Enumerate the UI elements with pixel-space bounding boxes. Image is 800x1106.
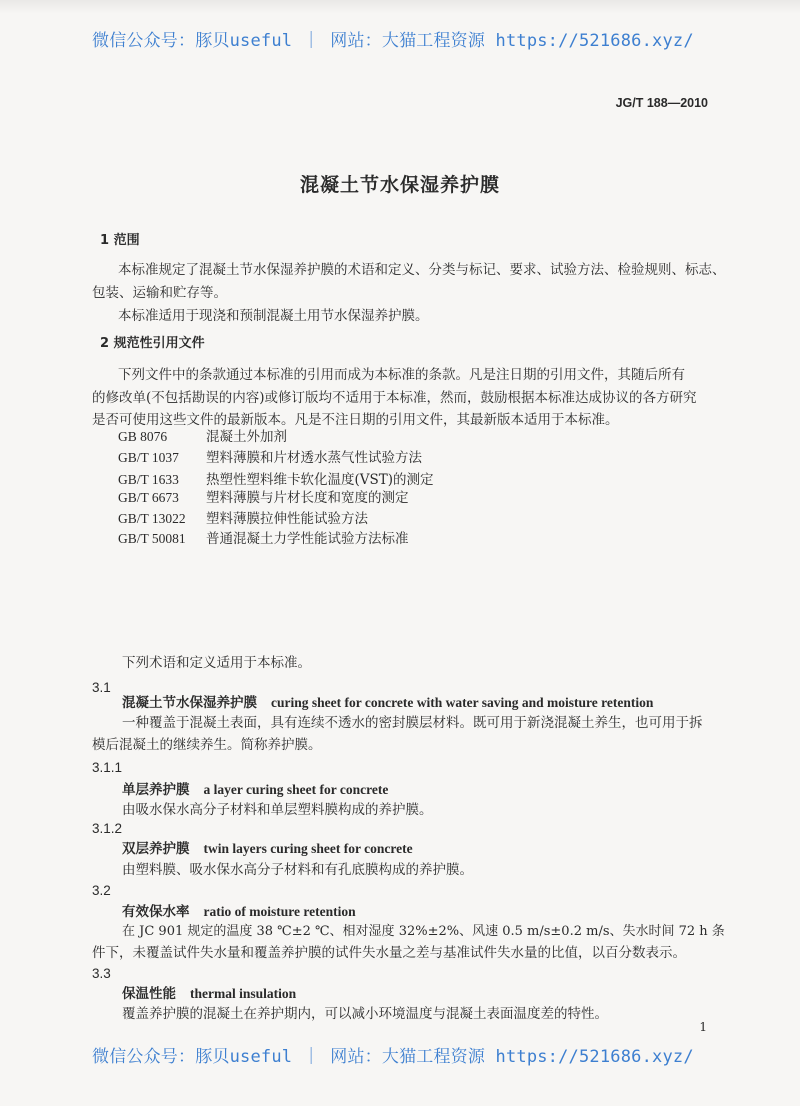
section-1-heading: 1 范围 (100, 233, 140, 248)
term-number: 3.1 (92, 680, 111, 695)
term-en: twin layers curing sheet for concrete (203, 841, 413, 856)
reference-code: GB/T 50081 (118, 531, 186, 546)
term-zh: 单层养护膜 (122, 782, 190, 798)
term-heading (122, 694, 653, 712)
term-en: thermal insulation (190, 986, 297, 1001)
paragraph-line: 本标准规定了混凝土节水保湿养护膜的术语和定义、分类与标记、要求、试验方法、检验规则、标志、 (118, 262, 726, 278)
reference-item (118, 530, 409, 548)
document-title: 混凝土节水保湿养护膜 (299, 174, 500, 196)
paragraph-line: 包装、运输和贮存等。 (92, 285, 227, 301)
reference-item (118, 489, 409, 507)
term-zh: 有效保水率 (122, 904, 190, 920)
paragraph-line: 是否可使用这些文件的最新版本。凡是不注日期的引用文件，其最新版本适用于本标准。 (92, 412, 619, 428)
term-zh: 保温性能 (122, 986, 176, 1002)
term-en: ratio of moisture retention (203, 904, 356, 919)
reference-code: GB/T 1037 (118, 450, 179, 465)
paragraph-line: 的修改单(不包括勘误的内容)或修订版均不适用于本标准，然而，鼓励根据本标准达成协议的各方研究 (92, 390, 697, 406)
reference-name: 塑料薄膜拉伸性能试验方法 (206, 511, 368, 527)
term-definition: 模后混凝土的继续养生。简称养护膜。 (92, 737, 322, 753)
reference-name: 塑料薄膜和片材透水蒸气性试验方法 (206, 450, 422, 466)
paragraph-line: 下列文件中的条款通过本标准的引用而成为本标准的条款。凡是注日期的引用文件，其随后所有 (118, 367, 685, 383)
term-number: 3.3 (92, 966, 111, 981)
term-definition: 由塑料膜、吸水保水高分子材料和有孔底膜构成的养护膜。 (122, 862, 473, 878)
reference-name: 塑料薄膜与片材长度和宽度的测定 (206, 490, 409, 506)
reference-code: GB 8076 (118, 429, 168, 444)
term-number: 3.1.1 (92, 760, 123, 775)
scan-edge (0, 0, 800, 14)
term-definition: 在 JC 901 规定的温度 38 ℃±2 ℃、相对湿度 32%±2%、风速 0.5 m/s±0.2 m/s、失水时间 72 h 条 (122, 924, 725, 939)
term-definition: 覆盖养护膜的混凝土在养护期内，可以减小环境温度与混凝土表面温度差的特性。 (122, 1006, 608, 1022)
reference-code: GB/T 1633 (118, 472, 179, 487)
page-number: 1 (699, 1020, 707, 1034)
term-en: a layer curing sheet for concrete (203, 782, 389, 797)
reference-name: 普通混凝土力学性能试验方法标准 (206, 531, 409, 547)
reference-item (118, 510, 368, 528)
term-heading (122, 781, 388, 799)
paragraph-line: 本标准适用于现浇和预制混凝土用节水保湿养护膜。 (118, 308, 429, 324)
reference-item (118, 471, 434, 489)
watermark-bottom: 微信公众号：豚贝useful ｜ 网站：大猫工程资源 https://521686.xyz/ (92, 1047, 694, 1067)
watermark-top: 微信公众号：豚贝useful ｜ 网站：大猫工程资源 https://521686.xyz/ (92, 31, 694, 51)
reference-name: 热塑性塑料维卡软化温度(VST)的测定 (206, 472, 434, 488)
term-definition: 由吸水保水高分子材料和单层塑料膜构成的养护膜。 (122, 802, 433, 818)
reference-code: GB/T 13022 (118, 511, 186, 526)
term-definition: 件下，未覆盖试件失水量和覆盖养护膜的试件失水量之差与基准试件失水量的比值，以百分数表示。 (92, 945, 686, 961)
section-2-heading: 2 规范性引用文件 (100, 336, 205, 351)
term-heading (122, 840, 413, 858)
term-heading (122, 985, 296, 1003)
section-3-intro: 下列术语和定义适用于本标准。 (122, 655, 311, 671)
term-zh: 混凝土节水保湿养护膜 (122, 695, 257, 711)
term-zh: 双层养护膜 (122, 841, 190, 857)
reference-item (118, 428, 287, 446)
reference-name: 混凝土外加剂 (206, 429, 287, 445)
reference-code: GB/T 6673 (118, 490, 179, 505)
term-definition: 一种覆盖于混凝土表面，具有连续不透水的密封膜层材料。既可用于新浇混凝土养生，也可用于拆 (122, 715, 703, 731)
term-number: 3.1.2 (92, 821, 123, 836)
term-en: curing sheet for concrete with water saving and moisture retention (271, 695, 654, 710)
term-number: 3.2 (92, 883, 111, 898)
term-heading (122, 903, 356, 921)
standard-code: JG/T 188—2010 (615, 96, 708, 110)
reference-item (118, 449, 422, 467)
